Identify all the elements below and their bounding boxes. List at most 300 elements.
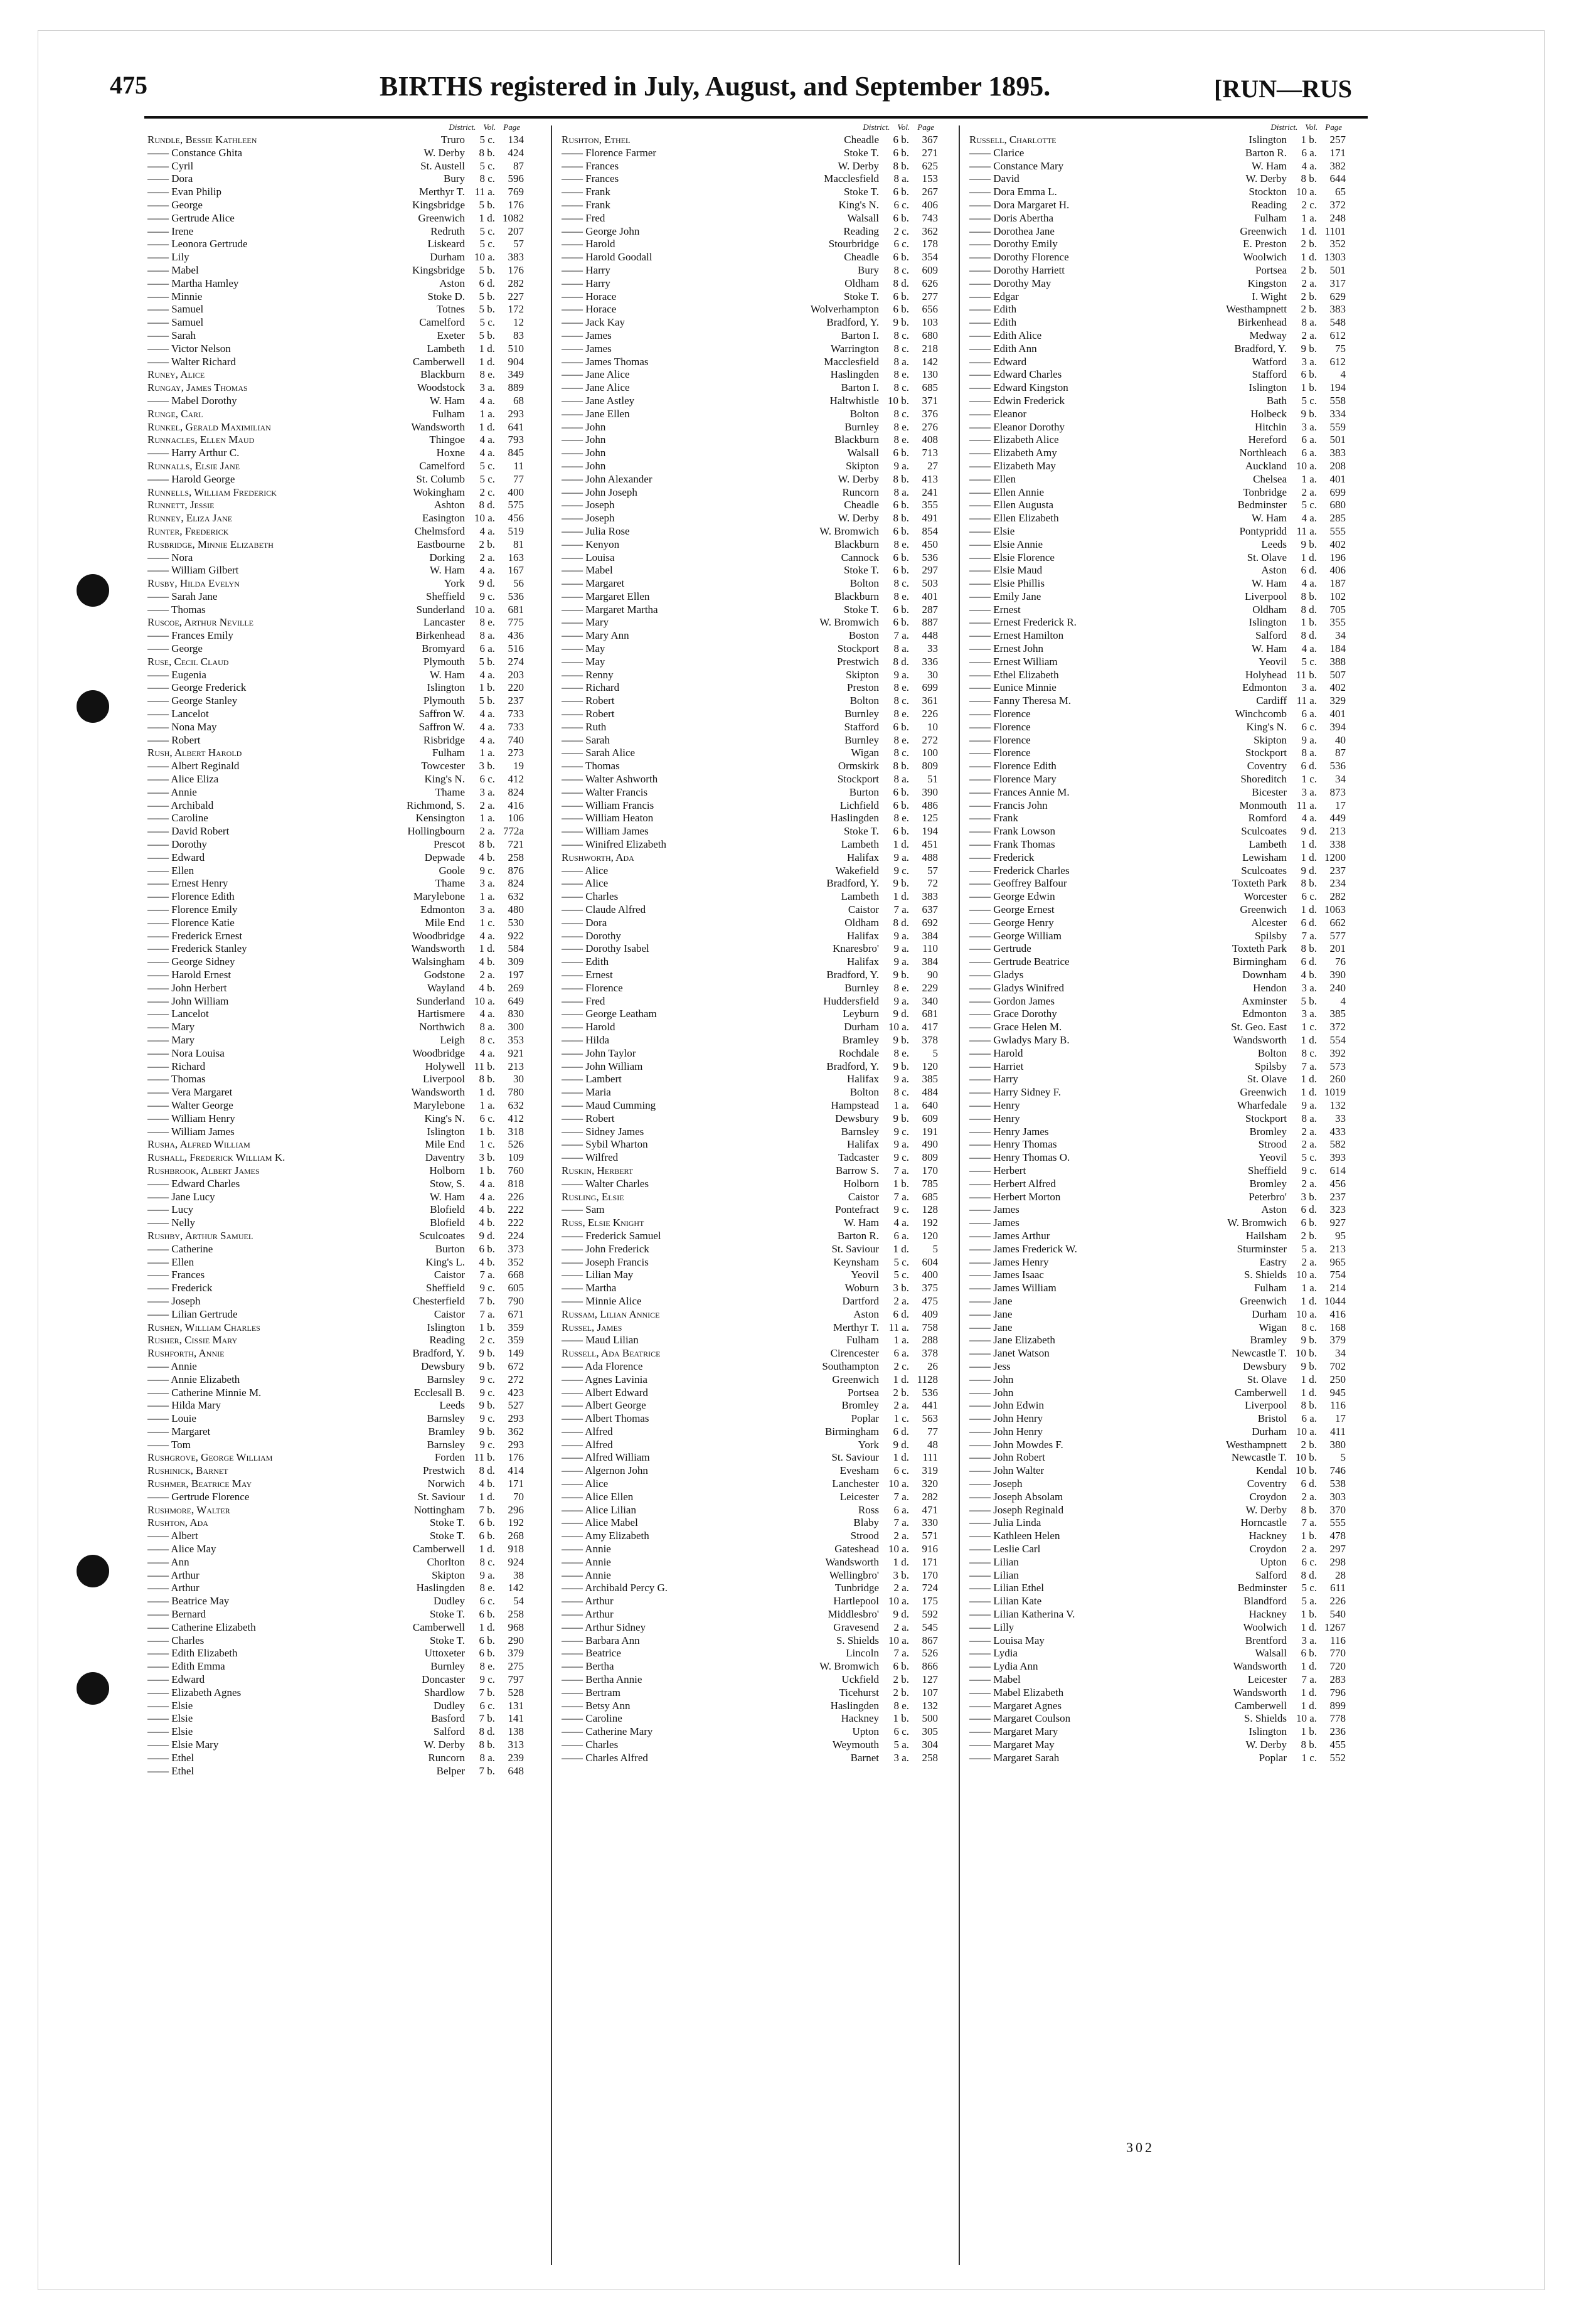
entry-volume: 2 a.	[479, 969, 495, 981]
entry-name: —— Gordon James	[969, 994, 1055, 1007]
entry-district: Bedminster	[1237, 1582, 1287, 1594]
footer-page-code: 302	[1126, 2140, 1154, 2155]
entry-name: —— James Isaac	[969, 1269, 1044, 1281]
entry-page: 226	[922, 708, 938, 720]
entry-page: 4	[1340, 994, 1346, 1007]
register-entry	[147, 1256, 524, 1269]
entry-name: —— Janet Watson	[969, 1347, 1050, 1360]
district-heading: District.	[1270, 122, 1298, 132]
entry-volume: 9 c.	[479, 1373, 495, 1385]
entry-district: Croydon	[1249, 1543, 1287, 1555]
register-entry	[969, 1060, 1346, 1074]
register-entry	[147, 316, 524, 329]
entry-name: —— Albert George	[562, 1399, 646, 1412]
entry-district: Haslingden	[416, 1582, 465, 1594]
entry-district: Pontefract	[835, 1203, 879, 1216]
register-entry	[147, 1178, 524, 1191]
entry-page: 412	[508, 1112, 524, 1124]
register-entry	[562, 890, 938, 903]
entry-district: Salford	[1255, 629, 1287, 642]
entry-page: 111	[922, 1451, 938, 1464]
register-entry	[562, 1543, 938, 1556]
entry-volume: 1 d.	[479, 1490, 495, 1503]
entry-name: —— George John	[562, 225, 640, 237]
entry-district: Wokingham	[413, 486, 465, 498]
entry-district: Bolton	[849, 1086, 879, 1099]
entry-volume: 4 a.	[1301, 512, 1317, 525]
entry-volume: 1 b.	[893, 1712, 909, 1725]
register-entry	[147, 381, 524, 395]
register-entry	[969, 473, 1346, 486]
entry-page: 887	[922, 616, 938, 629]
entry-volume: 1 d.	[893, 1451, 909, 1464]
entry-name: —— Eugenia	[147, 668, 206, 681]
entry-name: —— Charles	[147, 1634, 205, 1646]
register-entry	[147, 1021, 524, 1034]
entry-page: 176	[508, 264, 524, 276]
entry-page: 56	[513, 577, 524, 590]
entry-name: —— Jane Lucy	[147, 1190, 215, 1203]
register-entry	[562, 538, 938, 552]
entry-district: Lewisham	[1242, 851, 1287, 863]
entry-page: 379	[1329, 1334, 1346, 1346]
entry-volume: 6 c.	[479, 1595, 495, 1607]
entry-page: 501	[1329, 434, 1346, 446]
entry-page: 352	[508, 1255, 524, 1268]
entry-volume: 6 c.	[1301, 1555, 1317, 1568]
entry-page: 824	[508, 877, 524, 890]
entry-name: —— Minnie Alice	[562, 1294, 642, 1307]
entry-page: 128	[922, 1203, 938, 1216]
register-entry	[969, 982, 1346, 995]
entry-page: 796	[1329, 1686, 1346, 1698]
register-entry	[147, 1073, 524, 1086]
entry-volume: 9 c.	[893, 1203, 909, 1216]
entry-volume: 2 b.	[1301, 1438, 1317, 1451]
entry-district: Upton	[852, 1725, 879, 1738]
register-entry	[969, 747, 1346, 760]
entry-volume: 8 e.	[893, 812, 909, 824]
entry-volume: 4 a.	[479, 525, 495, 537]
entry-district: Woodbridge	[412, 1047, 465, 1059]
entry-page: 668	[508, 1269, 524, 1281]
register-entry	[969, 1308, 1346, 1321]
entry-district: Leeds	[1261, 538, 1287, 550]
register-entry	[969, 825, 1346, 838]
entry-volume: 9 a.	[893, 956, 909, 968]
entry-name: —— Thomas	[147, 1073, 206, 1085]
register-entry	[969, 734, 1346, 747]
entry-name: —— Ethel Elizabeth	[969, 668, 1059, 681]
entry-volume: 10 b.	[1296, 1451, 1317, 1464]
entry-page: 406	[922, 198, 938, 211]
entry-district: Stoke T.	[429, 1634, 465, 1646]
entry-district: Wigan	[1259, 1321, 1287, 1333]
entry-district: Plymouth	[423, 695, 465, 707]
entry-volume: 1 d.	[479, 355, 495, 368]
entry-page: 184	[1329, 642, 1346, 655]
entry-name: —— Edgar	[969, 290, 1019, 302]
entry-page: 81	[513, 538, 524, 550]
register-entry	[562, 564, 938, 577]
entry-district: Sheffield	[425, 1282, 465, 1294]
entry-name: —— William Henry	[147, 1112, 235, 1124]
entry-volume: 8 e.	[893, 981, 909, 994]
entry-page: 641	[508, 420, 524, 433]
entry-page: 142	[508, 1582, 524, 1594]
entry-volume: 6 b.	[893, 134, 909, 146]
entry-page: 809	[922, 760, 938, 772]
entry-name: —— Florence Mary	[969, 773, 1057, 786]
entry-name: —— James	[969, 1203, 1020, 1216]
entry-page: 383	[508, 251, 524, 264]
register-entry	[562, 1556, 938, 1569]
entry-volume: 7 a.	[479, 1269, 495, 1281]
entry-volume: 1 d.	[893, 890, 909, 903]
entry-volume: 6 d.	[893, 1308, 909, 1320]
entry-volume: 1 d.	[1301, 1386, 1317, 1399]
entry-district: Bradford, Y.	[826, 316, 879, 329]
register-entry	[562, 1426, 938, 1439]
register-entry	[147, 851, 524, 865]
entry-page: 640	[922, 1099, 938, 1111]
entry-district: Skipton	[846, 668, 879, 681]
entry-volume: 9 a.	[1301, 733, 1317, 746]
entry-district: Richmond, S.	[406, 799, 465, 811]
entry-page: 17	[1335, 1412, 1346, 1425]
entry-district: Aston	[853, 1308, 879, 1320]
entry-volume: 4 a.	[1301, 159, 1317, 172]
register-entry	[969, 786, 1346, 799]
entry-district: Caistor	[434, 1269, 465, 1281]
entry-district: Ticehurst	[839, 1686, 879, 1698]
entry-district: Wayland	[427, 981, 465, 994]
entry-district: Hendon	[1253, 981, 1287, 994]
entry-district: Stoke T.	[843, 186, 879, 198]
entry-district: Hailsham	[1245, 1229, 1287, 1242]
entry-district: Sculcoates	[419, 1229, 465, 1242]
entry-district: Stockport	[1245, 747, 1287, 759]
entry-name: —— Caroline	[562, 1712, 622, 1725]
register-entry	[147, 329, 524, 343]
register-entry	[969, 1269, 1346, 1282]
entry-page: 417	[922, 1021, 938, 1033]
entry-district: Bramley	[1250, 1334, 1287, 1346]
entry-volume: 8 c.	[1301, 1047, 1317, 1059]
entry-page: 685	[922, 381, 938, 394]
entry-volume: 2 a.	[893, 1530, 909, 1542]
entry-volume: 6 c.	[479, 1699, 495, 1712]
entry-volume: 5 c.	[479, 472, 495, 485]
entry-name: —— William James	[147, 1125, 235, 1138]
entry-volume: 4 b.	[479, 1217, 495, 1229]
register-entry	[147, 1230, 524, 1243]
entry-page: 248	[1329, 211, 1346, 224]
register-entry	[147, 499, 524, 512]
entry-volume: 5 b.	[1301, 994, 1317, 1007]
entry-district: Bedminster	[1237, 499, 1287, 511]
register-entry	[562, 251, 938, 264]
entry-name: —— Annie	[147, 1360, 197, 1372]
entry-page: 340	[922, 994, 938, 1007]
register-entry	[562, 917, 938, 930]
entry-volume: 6 d.	[1301, 760, 1317, 772]
entry-name: —— Joseph Francis	[562, 1255, 649, 1268]
entry-name: —— Mary	[147, 1021, 195, 1033]
entry-name: —— Ruth	[562, 720, 607, 733]
register-entry	[562, 616, 938, 629]
entry-volume: 9 b.	[479, 1399, 495, 1412]
entry-name: —— Bertha	[562, 1660, 614, 1673]
entry-name: —— Dora	[562, 916, 607, 929]
entry-volume: 8 b.	[1301, 877, 1317, 890]
entry-volume: 3 b.	[1301, 1190, 1317, 1203]
entry-district: Lambeth	[427, 342, 465, 354]
entry-volume: 8 e.	[479, 616, 495, 629]
column-header	[147, 122, 524, 134]
entry-volume: 7 a.	[893, 1190, 909, 1203]
entry-page: 237	[1329, 864, 1346, 877]
register-entry	[562, 877, 938, 890]
entry-district: Reading	[429, 1334, 465, 1346]
register-entry	[147, 238, 524, 251]
entry-volume: 4 b.	[479, 1203, 495, 1216]
entry-page: 192	[508, 1516, 524, 1529]
entry-volume: 6 b.	[893, 564, 909, 577]
entry-page: 488	[922, 851, 938, 863]
register-entry	[969, 1660, 1346, 1673]
register-entry	[562, 799, 938, 813]
entry-district: Northwich	[419, 1021, 465, 1033]
entry-volume: 8 a.	[479, 629, 495, 642]
entry-volume: 5 c.	[479, 225, 495, 237]
register-entry	[969, 225, 1346, 238]
entry-page: 170	[922, 1164, 938, 1176]
entry-page: 402	[1329, 538, 1346, 550]
entry-page: 268	[508, 1530, 524, 1542]
register-entry	[562, 1660, 938, 1673]
register-entry	[969, 186, 1346, 199]
entry-district: Monmouth	[1239, 799, 1287, 811]
entry-page: 27	[927, 459, 938, 472]
entry-name: —— Elsie Maud	[969, 564, 1043, 577]
entry-district: Camberwell	[412, 1543, 465, 1555]
entry-name: —— Samuel	[147, 303, 204, 316]
entry-district: King's L.	[425, 1255, 465, 1268]
entry-volume: 10 a.	[1296, 1425, 1317, 1437]
entry-name: —— Winifred Elizabeth	[562, 838, 667, 851]
register-entry	[147, 773, 524, 786]
entry-volume: 2 a.	[1301, 277, 1317, 289]
entry-name: —— Grace Helen M.	[969, 1021, 1062, 1033]
entry-name: Russ, Elsie Knight	[562, 1217, 644, 1229]
register-entry	[969, 1373, 1346, 1387]
entry-district: Bolton	[849, 695, 879, 707]
register-entry	[147, 1308, 524, 1321]
register-entry	[147, 1700, 524, 1713]
entry-volume: 1 a.	[479, 747, 495, 759]
entry-volume: 1 d.	[479, 420, 495, 433]
entry-page: 33	[1335, 1112, 1346, 1124]
entry-volume: 6 c.	[893, 1725, 909, 1738]
entry-volume: 8 b.	[893, 512, 909, 525]
entry-district: Salford	[433, 1725, 465, 1738]
entry-district: Wolverhampton	[810, 303, 879, 316]
entry-page: 475	[922, 1294, 938, 1307]
register-entry	[562, 865, 938, 878]
entry-page: 793	[508, 434, 524, 446]
entry-volume: 2 a.	[893, 1294, 909, 1307]
entry-district: Bromley	[1249, 1177, 1287, 1190]
entry-name: —— George	[147, 642, 203, 655]
entry-district: Camberwell	[1234, 1699, 1287, 1712]
entry-district: Leicester	[1247, 1673, 1287, 1686]
entry-page: 220	[508, 681, 524, 694]
entry-district: Camberwell	[1234, 1386, 1287, 1399]
register-entry	[147, 356, 524, 369]
page-heading: Page	[503, 122, 520, 132]
entry-page: 51	[927, 773, 938, 786]
entry-name: —— John William	[147, 994, 229, 1007]
column-divider	[959, 125, 960, 2265]
register-entry	[969, 1034, 1346, 1047]
register-entry	[562, 695, 938, 708]
entry-name: Rusher, Cissie Mary	[147, 1334, 238, 1346]
entry-district: Hereford	[1248, 434, 1287, 446]
entry-volume: 1 c.	[1301, 1751, 1317, 1764]
entry-page: 733	[508, 708, 524, 720]
entry-page: 394	[1329, 720, 1346, 733]
entry-volume: 3 a.	[1301, 681, 1317, 694]
entry-volume: 1 b.	[479, 1164, 495, 1176]
entry-district: Macclesfield	[824, 173, 879, 185]
entry-page: 313	[508, 1739, 524, 1751]
entry-volume: 3 b.	[893, 1569, 909, 1581]
entry-name: —— Edward	[147, 1673, 205, 1686]
entry-name: —— William Gilbert	[147, 564, 239, 577]
entry-page: 83	[513, 329, 524, 341]
entry-name: —— Charles Alfred	[562, 1751, 648, 1764]
entry-page: 300	[508, 1021, 524, 1033]
entry-page: 287	[922, 603, 938, 616]
register-entry	[562, 590, 938, 604]
entry-district: Middlesbro'	[828, 1608, 879, 1621]
entry-page: 334	[1329, 407, 1346, 420]
register-entry	[969, 1634, 1346, 1648]
entry-district: Liverpool	[422, 1073, 465, 1085]
entry-name: —— Frederick Stanley	[147, 942, 247, 955]
entry-volume: 9 b.	[893, 969, 909, 981]
entry-page: 1082	[503, 211, 524, 224]
entry-volume: 8 c.	[893, 747, 909, 759]
entry-name: —— May	[562, 642, 605, 655]
entry-volume: 4 a.	[479, 1177, 495, 1190]
register-entry	[562, 1203, 938, 1217]
entry-page: 1101	[1324, 225, 1346, 237]
entry-volume: 10 b.	[1296, 1464, 1317, 1477]
entry-name: —— Dorothy May	[969, 277, 1052, 289]
entry-volume: 2 b.	[1301, 290, 1317, 302]
entry-page: 780	[508, 1086, 524, 1099]
entry-page: 536	[1329, 760, 1346, 772]
entry-page: 409	[922, 1308, 938, 1320]
entry-page: 54	[513, 1595, 524, 1607]
entry-name: —— John Walter	[969, 1464, 1045, 1477]
entry-name: —— Ernest Henry	[147, 877, 228, 890]
entry-name: —— Harold Goodall	[562, 251, 652, 264]
entry-name: —— Sarah	[147, 329, 196, 341]
register-entry	[562, 1739, 938, 1752]
register-entry	[562, 747, 938, 760]
entry-page: 197	[508, 969, 524, 981]
register-entry	[562, 1451, 938, 1464]
entry-district: Stockport	[837, 773, 879, 786]
entry-volume: 1 d.	[1301, 251, 1317, 264]
entry-district: Coventry	[1247, 760, 1287, 772]
entry-district: Camberwell	[412, 1621, 465, 1633]
entry-volume: 9 b.	[893, 1112, 909, 1124]
entry-volume: 6 b.	[479, 1647, 495, 1660]
entry-name: —— Fred	[562, 994, 605, 1007]
entry-volume: 6 a.	[893, 1347, 909, 1360]
register-entry	[969, 1256, 1346, 1269]
entry-volume: 1 c.	[479, 916, 495, 929]
entry-page: 290	[508, 1634, 524, 1646]
entry-page: 168	[1329, 1321, 1346, 1333]
entry-volume: 3 a.	[893, 1751, 909, 1764]
entry-name: —— Harold George	[147, 472, 235, 485]
entry-page: 222	[508, 1203, 524, 1216]
entry-name: —— Mabel Elizabeth	[969, 1686, 1064, 1698]
register-entry	[562, 1086, 938, 1099]
entry-page: 329	[1329, 695, 1346, 707]
entry-volume: 2 a.	[1301, 1138, 1317, 1151]
entry-page: 384	[922, 929, 938, 942]
entry-name: —— Lancelot	[147, 1008, 209, 1020]
entry-district: Wandsworth	[825, 1555, 879, 1568]
entry-district: Depwade	[424, 851, 465, 863]
entry-name: —— George William	[969, 929, 1062, 942]
entry-name: —— Gladys Winifred	[969, 981, 1065, 994]
entry-district: Newcastle T.	[1231, 1347, 1287, 1360]
entry-district: Liverpool	[1244, 590, 1287, 602]
entry-name: —— Fred	[562, 211, 605, 224]
entry-page: 548	[1329, 316, 1346, 329]
register-entry	[969, 995, 1346, 1008]
entry-volume: 6 b.	[479, 1634, 495, 1646]
entry-district: Caistor	[848, 903, 879, 916]
register-entry	[147, 212, 524, 225]
entry-district: W. Bromwich	[819, 616, 879, 629]
entry-page: 125	[922, 812, 938, 824]
entry-district: Oldham	[844, 277, 879, 289]
entry-name: —— Louisa May	[969, 1634, 1045, 1646]
entry-page: 558	[1329, 394, 1346, 407]
entry-volume: 1 a.	[893, 1099, 909, 1111]
entry-district: Macclesfield	[824, 355, 879, 368]
page-heading: Page	[1325, 122, 1342, 132]
entry-name: —— Lambert	[562, 1073, 622, 1085]
register-entry	[969, 1700, 1346, 1713]
entry-district: St. Austell	[420, 159, 465, 172]
entry-district: Mile End	[425, 1138, 465, 1151]
entry-district: Gravesend	[833, 1621, 879, 1633]
register-entry	[969, 1230, 1346, 1243]
entry-name: —— Walter George	[147, 1099, 233, 1111]
entry-page: 367	[922, 134, 938, 146]
register-entry	[147, 982, 524, 995]
entry-page: 758	[922, 1321, 938, 1333]
